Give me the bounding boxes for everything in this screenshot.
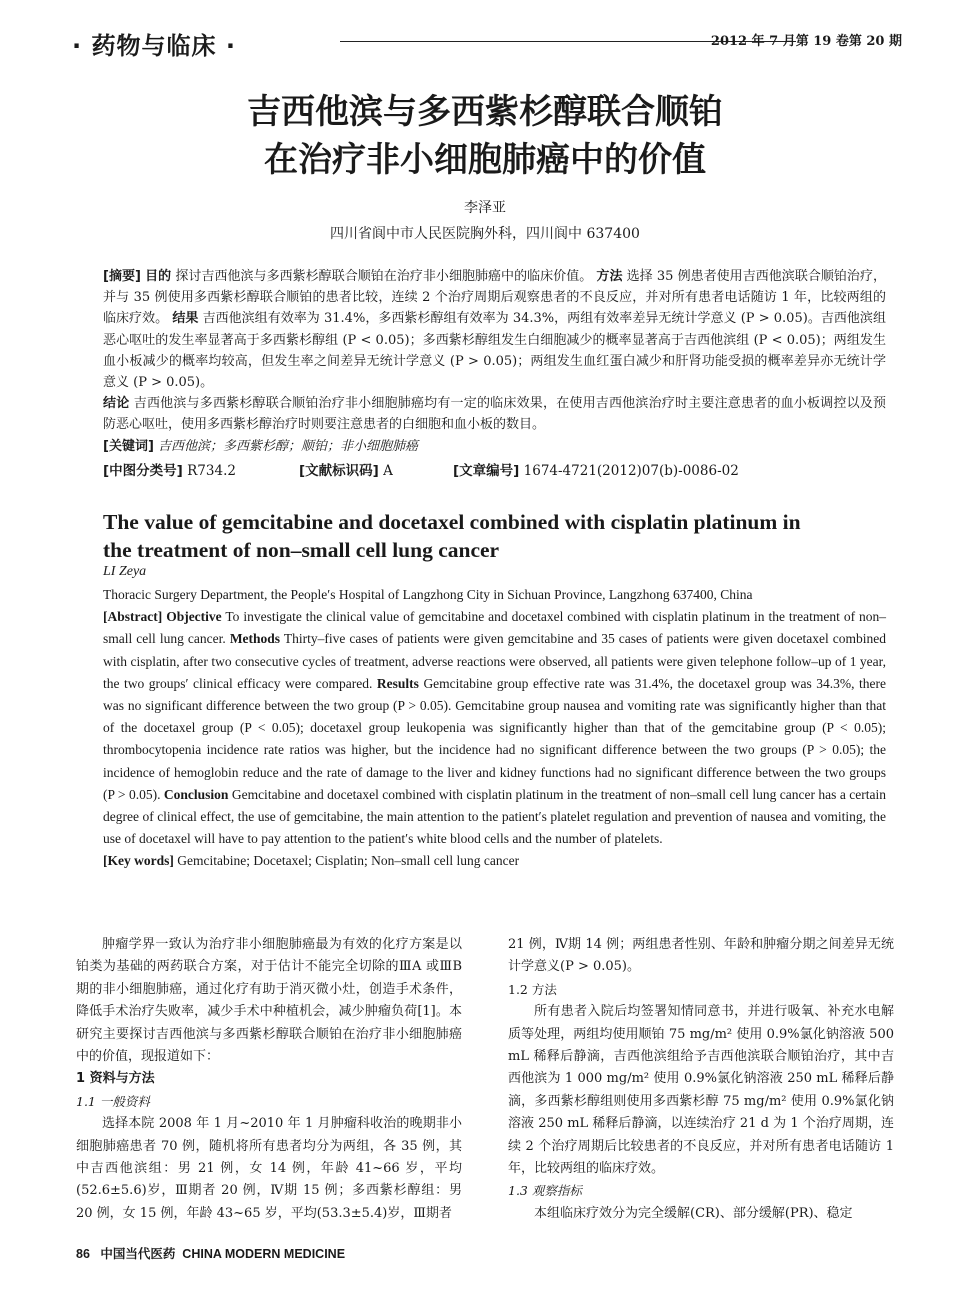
page-footer — [76, 1244, 345, 1262]
results-en-label: Results — [376, 675, 419, 691]
keywords-text: 吉西他滨；多西紫杉醇；顺铂；非小细胞肺癌 — [158, 438, 419, 454]
doc-code-field — [299, 459, 393, 479]
methods-en-text: Thirty–five cases of patients were given gemcitabine and 35 cases of patients were given docetaxel combined with cisplatin, after two consecutive cycles of treatment, adverse reactions were observed, all patients were given telephone follow–up of 1 year, the two groups′ clinical efficacy were compared. — [103, 631, 886, 691]
author-chinese: 李泽亚 — [464, 200, 506, 216]
author-english: LI Zeya — [103, 564, 147, 579]
methods-text: 选择 35 例患者使用吉西他滨联合顺铂治疗，并与 35 例使用多西紫杉醇联合顺铂的患者比较，连续 2 个治疗周期后观察患者的不良反应，并对所有患者电话随访 1 年，比较两组的临床疗效。 — [103, 269, 886, 327]
affiliation-english: Thoracic Surgery Department, the People′s Hospital of Langzhong City in Sichuan Province, Langzhong 637400, China — [103, 587, 753, 602]
title-english-line2: the treatment of non–small cell lung cancer — [103, 538, 500, 562]
title-chinese-line1: 吉西他滨与多西紫杉醇联合顺铂 — [247, 92, 723, 132]
doc-code-value: A — [383, 463, 393, 479]
title-english-line1: The value of gemcitabine and docetaxel combined with cisplatin platinum in — [103, 510, 801, 534]
results-en-text: Gemcitabine group effective rate was 31.4%, the docetaxel group was 34.3%, there was no significant difference between the two group (P > 0.05). Gemcitabine group nausea and vomiting rate was significantly higher than that of the docetaxel group (P < 0.05); docetaxel group leukopenia was significantly higher than that of the gemcitabine group (P < 0.05); thrombocytopenia incidence rate ratios was higher, but the incidence had no significant difference between the two groups (P > 0.05); the incidence of hemoglobin reduce and the rate of damage to the liver and kidney functions had no significant difference between the two groups (P > 0.05). — [103, 675, 887, 802]
methods-label: 方法 — [596, 269, 623, 284]
issue-info: 2012 年 7 月第 19 卷第 20 期 — [710, 34, 902, 49]
running-header — [72, 20, 902, 60]
subsection-heading-1-2: 1.2 方法 — [508, 981, 557, 997]
affiliation-chinese: 四川省阆中市人民医院胸外科，四川阆中 637400 — [330, 226, 640, 242]
section-name: · 药物与临床 · — [72, 32, 236, 60]
abstract-en-tag: [Abstract] — [103, 609, 163, 625]
doc-code-label: [文献标识码] — [299, 463, 379, 479]
body-column-right — [508, 934, 894, 1225]
classification-line — [103, 459, 886, 481]
section-heading-1: 1 资料与方法 — [76, 1071, 155, 1087]
clc-label: [中图分类号] — [103, 463, 183, 479]
abstract-english — [103, 584, 886, 873]
article-number-field — [453, 459, 739, 479]
results-label: 结果 — [172, 311, 199, 327]
body-column-left — [76, 934, 462, 1225]
journal-name-chinese: 中国当代医药 — [100, 1247, 176, 1261]
conclusion-en-text: Gemcitabine and docetaxel combined with cisplatin platinum in the treatment of non–small cell lung cancer has a certain degree of clinical effect, the use of gemcitabine, the main attention to the patient′s platelet regulation and prevention of nausea and vomiting, the use of docetaxel will have to pay attention to the patient′s white blood cells and the number of platelets. — [103, 786, 886, 847]
article-number-label: [文章编号] — [453, 463, 520, 479]
paragraph-1-1-continued: 21 例，Ⅳ期 14 例；两组患者性别、年龄和肿瘤分期之间差异无统计学意义(P > 0.05)。 — [508, 937, 894, 975]
objective-text: 探讨吉西他滨与多西紫杉醇联合顺铂在治疗非小细胞肺癌中的临床价值。 — [175, 269, 593, 284]
abstract-chinese — [103, 266, 886, 457]
paragraph-1-3: 本组临床疗效分为完全缓解(CR)、部分缓解(PR)、稳定 — [534, 1205, 853, 1221]
abstract-tag: [摘要] — [103, 269, 141, 284]
journal-name-english: CHINA MODERN MEDICINE — [182, 1247, 346, 1261]
clc-field — [103, 459, 236, 479]
keywords-en-label: [Key words] — [103, 853, 174, 869]
conclusion-text: 吉西他滨与多西紫杉醇联合顺铂治疗非小细胞肺癌均有一定的临床效果，在使用吉西他滨治疗时主要注意患者的血小板调控以及预防恶心呕吐，使用多西紫杉醇治疗时则要注意患者的白细胞和血小板的数目。 — [103, 396, 886, 433]
paragraph-1-2: 所有患者入院后均签署知情同意书，并进行吸氧、补充水电解质等处理，两组均使用顺铂 75 mg/m² 使用 0.9%氯化钠溶液 500 mL 稀释后静滴，吉西他滨组给予吉西他滨联合顺铂治疗，其中吉西他滨为 1 000 mg/m² 使用 0.9%氯化钠溶液 250 mL 稀释后静滴，多西紫杉醇组则使用多西紫杉醇 75 mg/m² 使用 0.9%氯化钠溶液 250 mL 稀释后静滴，以连续治疗 21 d 为 1 个治疗周期，连续 2 个治疗周期后比较患者的不良反应，并对所有患者电话随访 1 年，比较两组的临床疗效。 — [508, 1004, 894, 1177]
objective-en-text: To investigate the clinical value of gemcitabine and docetaxel combined with cisplatin platinum in the treatment of non–small cell lung cancer. — [103, 609, 887, 647]
keywords-en-text: Gemcitabine; Docetaxel; Cisplatin; Non–small cell lung cancer — [177, 853, 520, 869]
keywords-tag: [关键词] — [103, 438, 154, 454]
conclusion-label: 结论 — [103, 396, 130, 412]
paragraph-1-1: 选择本院 2008 年 1 月~2010 年 1 月肿瘤科收治的晚期非小细胞肺癌患者 70 例，随机将所有患者均分为两组，各 35 例，其中吉西他滨组：男 21 例，女 14 例，年龄 41~66 岁，平均(52.6±5.6)岁，Ⅲ期者 20 例，Ⅳ期 15 例；多西紫杉醇组：男 20 例，女 15 例，年龄 43~65 岁，平均(53.3±5.4)岁，Ⅲ期者 — [76, 1116, 462, 1221]
page-number: 86 — [76, 1247, 90, 1261]
subsection-heading-1-3: 1.3 观察指标 — [508, 1183, 582, 1199]
objective-label: 目的 — [145, 269, 172, 284]
title-english — [103, 508, 893, 564]
subsection-heading-1-1: 1.1 一般资料 — [76, 1093, 150, 1109]
objective-en-label: Objective — [166, 609, 222, 625]
article-number-value: 1674-4721(2012)07(b)-0086-02 — [523, 463, 739, 479]
title-chinese — [0, 88, 970, 184]
results-text: 吉西他滨组有效率为 31.4%，多西紫杉醇组有效率为 34.3%，两组有效率差异无统计学意义 (P > 0.05)。吉西他滨组恶心呕吐的发生率显著高于多西紫杉醇组 (P < 0.05)；多西紫杉醇组发生白细胞减少的概率显著高于吉西他滨组 (P < 0.05)；两组发生血小板减少的概率均较高，但发生率之间差异无统计学意义 (P > 0.05)；两组发生血红蛋白减少和肝肾功能受损的概率差异亦无统计学意义 (P > 0.05)。 — [103, 311, 886, 391]
intro-paragraph: 肿瘤学界一致认为治疗非小细胞肺癌最为有效的化疗方案是以铂类为基础的两药联合方案，对于估计不能完全切除的ⅢA 或ⅢB 期的非小细胞肺癌，通过化疗有助于消灭微小灶，创造手术条件，降低手术治疗失败率，减少手术中种植机会，减少肿瘤负荷[1]。本研究主要探讨吉西他滨与多西紫杉醇联合顺铂在治疗非小细胞肺癌中的价值，现报道如下： — [76, 937, 462, 1065]
clc-value: R734.2 — [187, 463, 236, 479]
title-chinese-line2: 在治疗非小细胞肺癌中的价值 — [264, 140, 706, 180]
conclusion-en-label: Conclusion — [163, 786, 229, 802]
methods-en-label: Methods — [229, 631, 281, 647]
